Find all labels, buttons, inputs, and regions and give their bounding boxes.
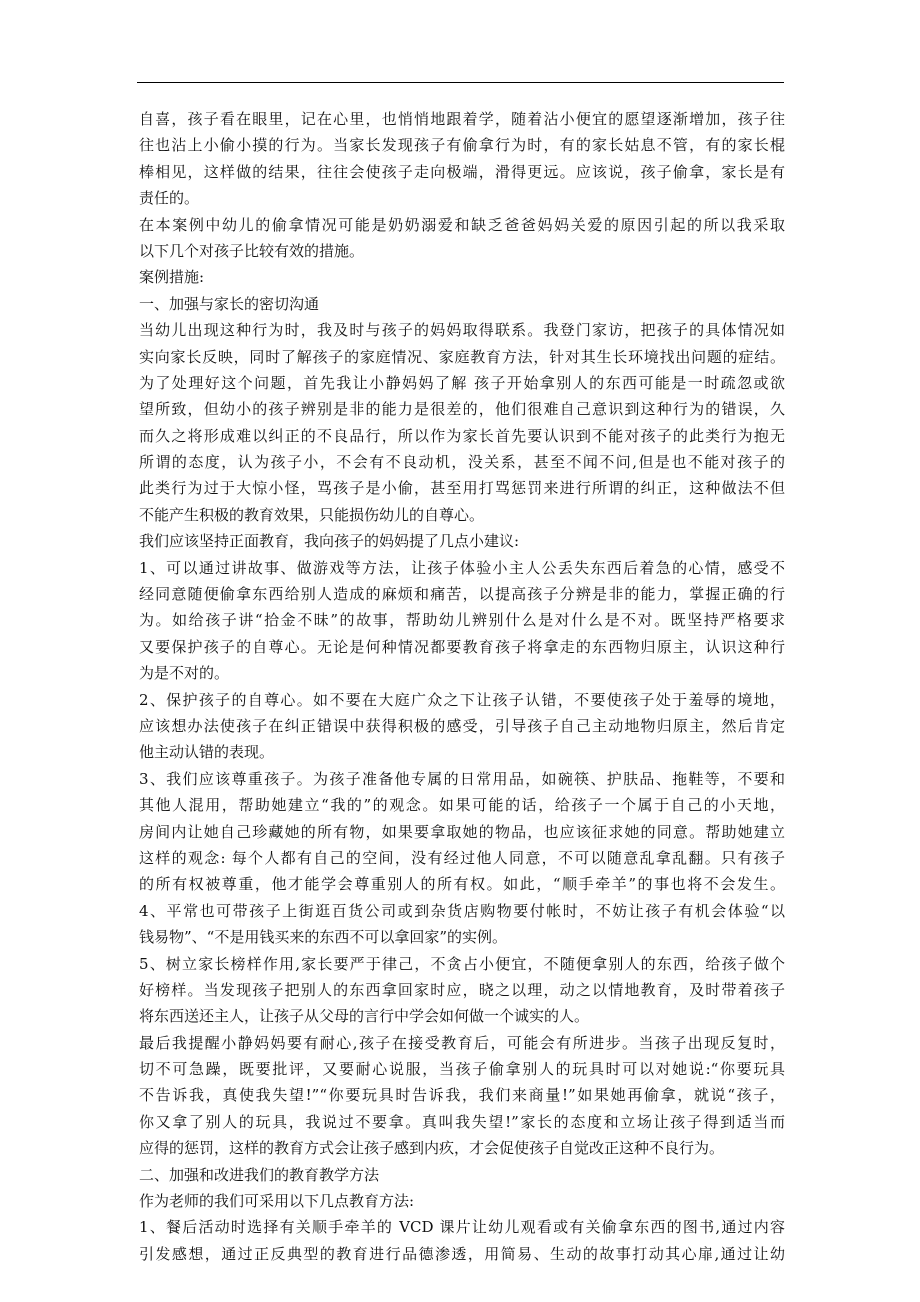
text-line: 在本案例中幼儿的偷拿情况可能是奶奶溺爱和缺乏爸爸妈妈关爱的原因引起的所以我采取 [139,215,785,234]
text-line: 5、树立家长榜样作用,家长要严于律己，不贪占小便宜，不随便拿别人的东西，给孩子做个 [139,954,785,973]
text-line: 最后我提醒小静妈妈要有耐心,孩子在接受教育后，可能会有所进步。当孩子出现反复时， [139,1033,785,1052]
text-line: 切不可急躁，既要批评，又要耐心说服，当孩子偷拿别人的玩具时可以对她说:“你要玩具 [139,1060,785,1079]
text-line: 2、保护孩子的自尊心。如不要在大庭广众之下让孩子认错，不要使孩子处于羞辱的境地， [139,690,785,709]
text-line: 这样的观念: 每个人都有自己的空间，没有经过他人同意，不可以随意乱拿乱翻。只有孩子 [139,848,785,867]
text-line: 实向家长反映，同时了解孩子的家庭情况、家庭教育方法，针对其生长环境找出问题的症结。 [139,347,785,366]
text-line: 不告诉我，真使我失望!”“你要玩具时告诉我，我们来商量!”如果她再偷拿，就说“孩子， [139,1086,785,1105]
text-line: 他主动认错的表现。 [139,743,275,762]
text-line: 责任的。 [139,189,200,208]
text-line: 作为老师的我们可采用以下几点教育方法: [139,1192,415,1211]
text-line: 好榜样。当发现孩子把别人的东西拿回家时应，晓之以理，动之以情地教育，及时带着孩子 [139,980,785,999]
text-line: 经同意随便偷拿东西给别人造成的麻烦和痛苦，以提高孩子分辨是非的能力，掌握正确的行 [139,585,785,604]
document-body [139,106,785,1267]
text-line: 钱易物”、“不是用钱买来的东西不可以拿回家”的实例。 [139,928,508,947]
text-line: 一、加强与家长的密切沟通 [139,294,320,313]
text-line: 应得的惩罚，这样的教育方式会让孩子感到内疚，才会促使孩子自觉改正这种不良行为。 [139,1139,725,1158]
text-line: 4、平常也可带孩子上街逛百货公司或到杂货店购物要付帐时，不妨让孩子有机会体验“以 [139,901,785,920]
text-line: 其他人混用，帮助她建立“我的”的观念。如果可能的话，给孩子一个属于自己的小天地， [139,796,785,815]
text-line: 应该想办法使孩子在纠正错误中获得积极的感受，引导孩子自己主动地物归原主，然后肯定 [139,716,785,735]
text-line: 3、我们应该尊重孩子。为孩子准备他专属的日常用品，如碗筷、护肤品、拖鞋等，不要和 [139,769,785,788]
text-line: 又要保护孩子的自尊心。无论是何种情况都要教育孩子将拿走的东西物归原主，认识这种行 [139,637,785,656]
text-line: 自喜，孩子看在眼里，记在心里，也悄悄地跟着学，随着沾小便宜的愿望逐渐增加，孩子往 [139,110,785,128]
text-line: 房间内让她自己珍藏她的所有物，如果要拿取她的物品，也应该征求她的同意。帮助她建立 [139,822,785,841]
text-line: 1、可以通过讲故事、做游戏等方法，让孩子体验小主人公丢失东西后着急的心情，感受不 [139,558,785,577]
text-line: 此类行为过于大惊小怪，骂孩子是小偷，甚至用打骂惩罚来进行所谓的纠正，这种做法不但 [139,479,785,498]
text-line: 1、餐后活动时选择有关顺手牵羊的 VCD 课片让幼儿观看或有关偷拿东西的图书,通过内容 [139,1218,785,1237]
text-line: 而久之将形成难以纠正的不良品行，所以作为家长首先要认识到不能对孩子的此类行为抱无 [139,426,785,445]
text-line: 的所有权被尊重，他才能学会尊重别人的所有权。如此，“顺手牵羊”的事也将不会发生。 [139,875,785,894]
text-line: 引发感想，通过正反典型的教育进行品德渗透，用简易、生动的故事打动其心扉,通过让幼 [139,1244,785,1263]
text-line: 为。如给孩子讲“拾金不昧”的故事，帮助幼儿辨别什么是对什么是不对。既坚持严格要求 [139,611,785,630]
text-line: 以下几个对孩子比较有效的措施。 [139,241,365,260]
text-line: 所谓的态度，认为孩子小，不会有不良动机，没关系，甚至不闻不问,但是也不能对孩子的 [139,453,785,472]
text-line: 我们应该坚持正面教育，我向孩子的妈妈提了几点小建议: [139,532,520,551]
text-line: 案例措施: [139,268,205,287]
text-line: 二、加强和改进我们的教育教学方法 [139,1165,380,1184]
text-line: 为是不对的。 [139,664,230,683]
text-line: 棒相见，这样做的结果，往往会使孩子走向极端，滑得更远。应该说，孩子偷拿，家长是有 [139,162,785,181]
text-line: 你又拿了别人的玩具，我说过不要拿。真叫我失望!”家长的态度和立场让孩子得到适当而 [139,1112,785,1131]
text-line: 为了处理好这个问题，首先我让小静妈妈了解 孩子开始拿别人的东西可能是一时疏忽或欲 [139,373,785,392]
text-line: 当幼儿出现这种行为时，我及时与孩子的妈妈取得联系。我登门家访，把孩子的具体情况如 [139,321,785,340]
text-line: 不能产生积极的教育效果，只能损伤幼儿的自尊心。 [139,505,485,524]
header-rule [137,82,784,83]
text-line: 将东西送还主人，让孩子从父母的言行中学会如何做一个诚实的人。 [139,1007,590,1026]
text-line: 望所致，但幼小的孩子辨别是非的能力是很差的，他们很难自己意识到这种行为的错误，久 [139,400,785,419]
text-line: 往也沾上小偷小摸的行为。当家长发现孩子有偷拿行为时，有的家长姑息不管，有的家长棍 [139,136,785,155]
